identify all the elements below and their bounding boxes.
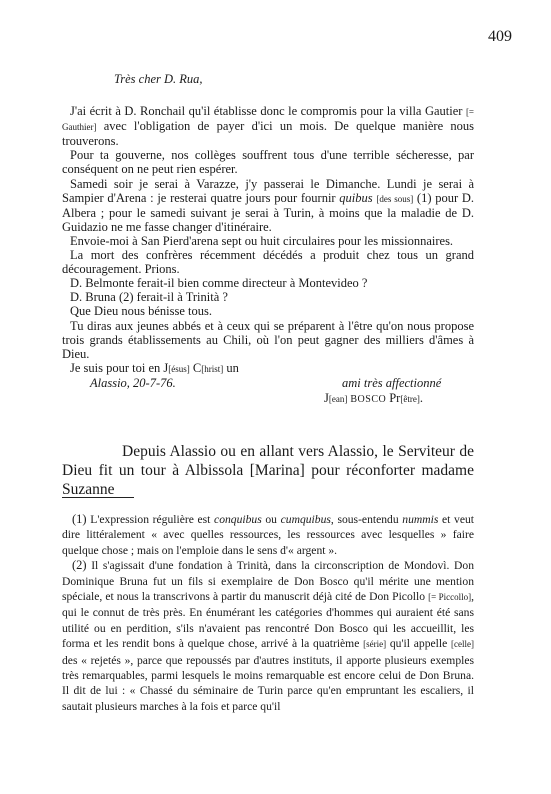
letter-paragraph: Envoie-moi à San Pierd'arena sept ou huit circulaires pour les missionnaires.	[70, 233, 454, 248]
narrative-text	[62, 442, 474, 499]
letter-paragraph: Tu diras aux jeunes abbés et à ceux qui se préparent à l'être qu'on nous propose trois grands établissements au Chili, où l'on peut gagner des milliers d'âmes à Dieu.	[62, 318, 474, 361]
letter-paragraph: D. Belmonte ferait-il bien comme directeur à Montevideo ?	[70, 276, 368, 291]
letter-salutation: Très cher D. Rua,	[114, 72, 203, 86]
letter-paragraph: D. Bruna (2) ferait-il à Trinità ?	[70, 290, 228, 305]
letter-paragraph: Pour ta gouverne, nos collèges souffrent tous d'une terrible sécheresse, par conséquent on ne peut rien espérer.	[62, 148, 474, 177]
letter	[62, 72, 474, 406]
letter-signature-block	[62, 376, 474, 406]
letter-closing: ami très affectionné	[342, 375, 442, 390]
letter-paragraph: Samedi soir je serai à Varazze, j'y passerai le Dimanche. Lundi je serai à Sampier d'Arena : je resterai quatre jours pour fournir quibus [des sous] (1) pour D. Albera ; pour le samedi suivant je serai à Turin, à moins que la maladie de D. Guidazio ne me fasse changer d'itinéraire.	[62, 176, 474, 234]
footnote-1: (1) L'expression régulière est conquibus ou cumquibus, sous-entendu nummis et veut dire littéralement « avec quelles ressources, les ressources avec lesquelles » faire quelque chose ; mais on l'emploie dans le sens d'« argent ».	[62, 512, 475, 557]
footnote-2: (2) Il s'agissait d'une fondation à Trinità, dans la circonscription de Mondovì. Don Dominique Bruna fut un fils si exemplaire de Don Bosco qu'il mérite une mention spéciale, et nous la transcrivons à partir du manuscrit déjà cité de Don Picollo [= Piccollo], qui le connut de très près. En énumérant les catégories d'hommes qui auraient été sans utilité ou en perdition, s'ils n'avaient pas rencontré Don Bosco qui les accueillit, les forma et les rendit bons à quelque chose, arrivé à la quatrième [série] qu'il appelle [celle] des « rejetés », parce que repoussés par d'autres instituts, il apporte plusieurs exemples très remarquables, parmi lesquels le moins remarquable est encore celui de Don Bruna. Il dit de lui : « Chassé du séminaire de Turin parce qu'en empruntant les escaliers, il sautait plusieurs marches à la fois et parce qu'il	[62, 558, 474, 713]
letter-place-date: Alassio, 20-7-76.	[90, 375, 176, 390]
letter-signature: J[ean] BOSCO Pr[être].	[324, 390, 423, 405]
letter-paragraph: La mort des confrères récemment décédés a produit chez tous un grand découragement. Prions.	[62, 248, 474, 277]
narrative-paragraph: Depuis Alassio ou en allant vers Alassio, le Serviteur de Dieu fit un tour à Albissola [Marina] pour réconforter madame Suzanne	[62, 443, 474, 498]
footnote-separator	[62, 497, 134, 498]
letter-paragraph: Je suis pour toi en J[ésus] C[hrist] un	[70, 360, 239, 375]
page-number: 409	[488, 28, 512, 45]
letter-paragraph: J'ai écrit à D. Ronchail qu'il établisse donc le compromis pour la villa Gautier [= Gauthier] avec l'obligation de payer d'ici un mois. De quelque manière nous trouverons.	[62, 104, 475, 149]
footnotes	[62, 512, 474, 714]
letter-paragraph: Que Dieu nous bénisse tous.	[70, 304, 212, 319]
